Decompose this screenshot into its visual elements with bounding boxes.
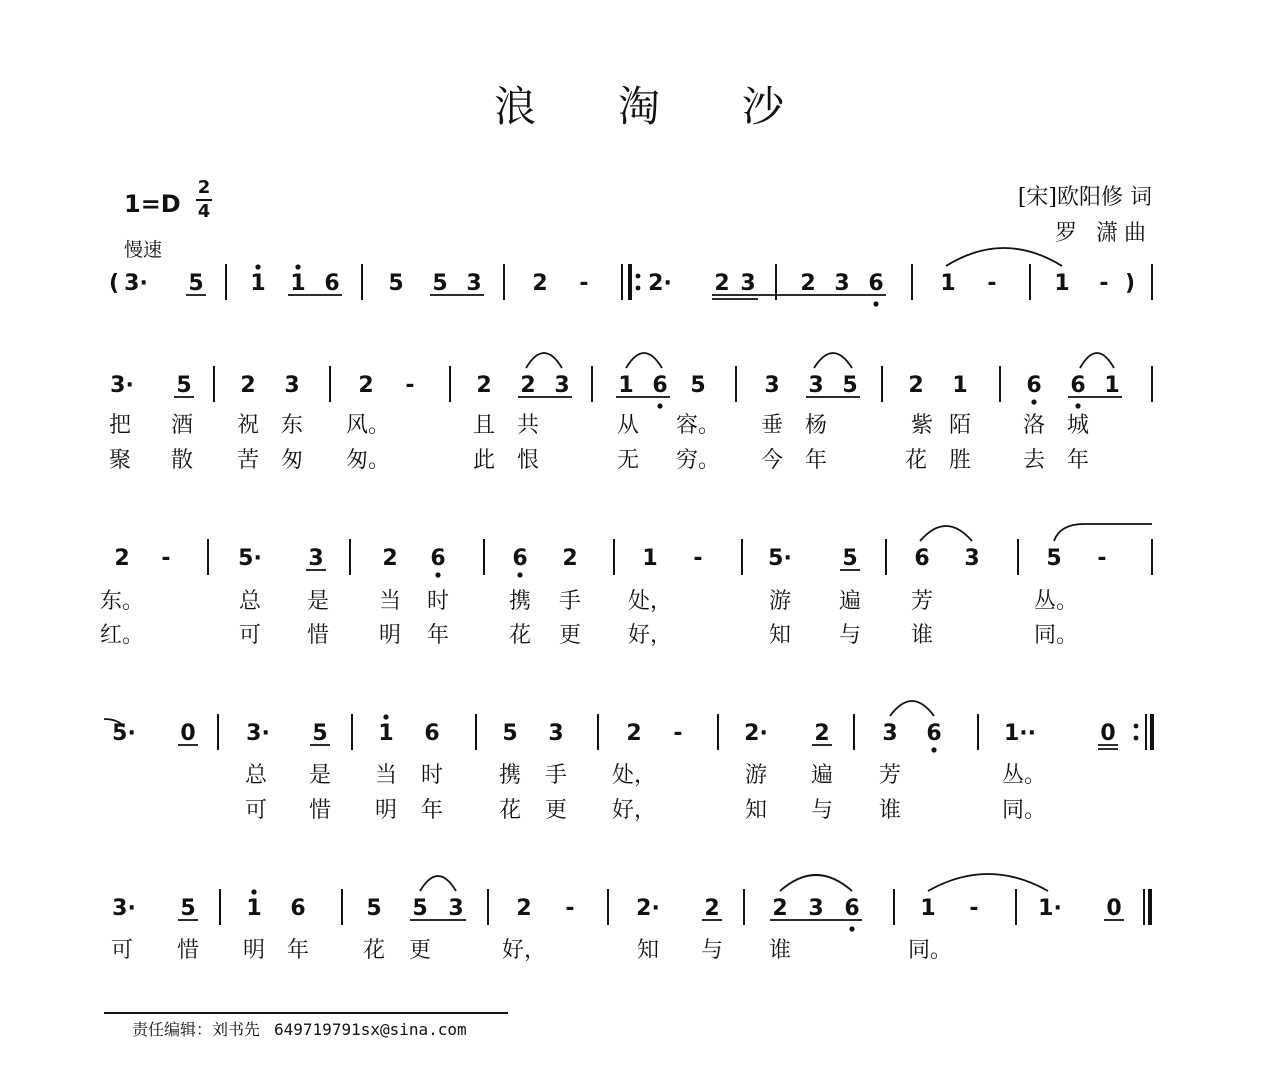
note: 6 <box>290 896 306 921</box>
paren: ) <box>1124 271 1136 296</box>
note: 1 <box>618 373 634 398</box>
lyric-char: 同。 <box>907 938 953 963</box>
editor-email: 649719791sx@sina.com <box>274 1020 467 1039</box>
lyric-char: 可 <box>110 938 134 963</box>
note: 3 <box>308 546 324 571</box>
lyric-char: 遍 <box>810 763 834 788</box>
note: 1 <box>290 271 306 296</box>
lyric-char: 风。 <box>345 413 391 438</box>
note: 5 <box>842 546 858 571</box>
note: 6 <box>324 271 340 296</box>
lyric-char: 杨 <box>804 413 828 438</box>
lyric-char: 年 <box>426 623 450 648</box>
octave-dot-low <box>517 572 522 577</box>
note: 1 <box>1054 271 1070 296</box>
slur <box>928 874 1048 891</box>
octave-dot-low <box>873 301 878 306</box>
note: 1 <box>378 721 394 746</box>
note: 2 <box>704 896 720 921</box>
octave-dot-high <box>255 264 260 269</box>
note: 0 <box>1106 896 1122 921</box>
slur <box>946 248 1062 266</box>
note: 3· <box>112 896 136 921</box>
note: 3· <box>110 373 134 398</box>
lyric-char: 无 <box>616 448 640 473</box>
lyric-char: 匆。 <box>345 448 391 473</box>
note: 2 <box>814 721 830 746</box>
lyric-char: 谁 <box>910 623 934 648</box>
lyric-char: 游 <box>768 589 792 614</box>
repeat-dot <box>1134 724 1139 729</box>
lyric-char: 明 <box>242 938 266 963</box>
note: 2 <box>520 373 536 398</box>
note: 5· <box>768 546 792 571</box>
octave-dot-low <box>931 747 936 752</box>
lyric-char: 花 <box>508 623 532 648</box>
note: 5 <box>432 271 448 296</box>
lyric-char: 红。 <box>99 623 145 648</box>
lyric-char: 明 <box>374 798 398 823</box>
lyric-char: 花 <box>498 798 522 823</box>
lyric-char: 同。 <box>1001 798 1047 823</box>
lyric-char: 手 <box>558 589 582 614</box>
note: 3 <box>764 373 780 398</box>
lyric-char: 总 <box>244 763 268 788</box>
note: 6 <box>1070 373 1086 398</box>
note: 1 <box>1104 373 1120 398</box>
note: 2 <box>800 271 816 296</box>
key-signature: 1=D <box>124 190 181 218</box>
lyric-char: 恨 <box>516 448 540 473</box>
note: 3 <box>284 373 300 398</box>
lyric-char: 芳 <box>878 763 902 788</box>
lyric-char: 且 <box>472 413 496 438</box>
note: 5· <box>238 546 262 571</box>
lyric-char: 与 <box>810 798 834 823</box>
lyric-char: 与 <box>838 623 862 648</box>
note: 6 <box>512 546 528 571</box>
lyric-char: 当 <box>374 763 398 788</box>
note: 2 <box>626 721 642 746</box>
lyric-char: 苦 <box>236 448 260 473</box>
meter-bottom: 4 <box>197 201 211 222</box>
slur <box>920 526 972 541</box>
octave-dot-high <box>295 264 300 269</box>
lyric-char: 更 <box>544 798 568 823</box>
lyric-char: 游 <box>744 763 768 788</box>
lyric-char: 共 <box>516 413 540 438</box>
dash: - <box>161 546 171 571</box>
note: 3 <box>882 721 898 746</box>
lyric-char: 穷。 <box>675 448 721 473</box>
note: 5 <box>502 721 518 746</box>
lyric-char: 惜 <box>176 938 200 963</box>
paren: ( <box>108 271 120 296</box>
note: 3 <box>808 896 824 921</box>
lyric-char: 好， <box>501 938 547 963</box>
lyric-char: 年 <box>804 448 828 473</box>
lyric-char: 垂 <box>760 413 784 438</box>
note: 1 <box>920 896 936 921</box>
note: 2· <box>744 721 768 746</box>
octave-dot-low <box>1075 403 1080 408</box>
composer-credit: 罗 潇曲 <box>1055 221 1152 246</box>
note: 5 <box>312 721 328 746</box>
note: 5 <box>690 373 706 398</box>
lyric-char: 与 <box>700 938 724 963</box>
lyric-char: 胜 <box>948 448 972 473</box>
lyric-char: 城 <box>1066 413 1090 438</box>
dash: - <box>987 271 997 296</box>
editor-credit: 责任编辑：刘书先 <box>132 1020 261 1039</box>
lyric-char: 谁 <box>878 798 902 823</box>
lyric-char: 花 <box>904 448 928 473</box>
note: 1 <box>952 373 968 398</box>
lyric-char: 时 <box>426 589 450 614</box>
lyric-char: 携 <box>498 763 522 788</box>
note: 3· <box>246 721 270 746</box>
note: 2 <box>772 896 788 921</box>
title-char-1: 浪 <box>493 82 538 131</box>
lyric-char: 祝 <box>236 413 260 438</box>
note: 6 <box>926 721 942 746</box>
lyricist-credit: [宋]欧阳修 词 <box>1017 185 1152 210</box>
lyric-char: 处， <box>611 763 657 788</box>
footer <box>132 1017 467 1040</box>
note: 2 <box>532 271 548 296</box>
note: 5 <box>1046 546 1062 571</box>
lyric-char: 知 <box>768 623 792 648</box>
lyric-char: 年 <box>286 938 310 963</box>
lyric-char: 花 <box>362 938 386 963</box>
note: 5· <box>112 721 136 746</box>
lyric-char: 陌 <box>948 413 972 438</box>
repeat-dot <box>636 286 641 291</box>
lyric-char: 年 <box>1066 448 1090 473</box>
lyric-char: 谁 <box>768 938 792 963</box>
note: 2 <box>516 896 532 921</box>
lyric-char: 此 <box>472 448 496 473</box>
lyric-char: 可 <box>244 798 268 823</box>
lyric-char: 丛。 <box>1033 589 1079 614</box>
lyric-char: 遍 <box>838 589 862 614</box>
note: 1· <box>1038 896 1062 921</box>
note: 2 <box>562 546 578 571</box>
lyric-char: 好， <box>611 798 657 823</box>
note: 0 <box>180 721 196 746</box>
lyric-char: 处， <box>627 589 673 614</box>
lyric-char: 是 <box>308 763 332 788</box>
lyric-char: 芳 <box>910 589 934 614</box>
note: 5 <box>180 896 196 921</box>
octave-dot-low <box>435 572 440 577</box>
note: 3 <box>964 546 980 571</box>
note: 6 <box>844 896 860 921</box>
dash: - <box>565 896 575 921</box>
note: 3 <box>740 271 756 296</box>
note: 3· <box>124 271 148 296</box>
lyric-char: 知 <box>744 798 768 823</box>
slur <box>1080 353 1114 368</box>
note: 6 <box>868 271 884 296</box>
octave-dot-low <box>849 926 854 931</box>
repeat-dot <box>636 274 641 279</box>
dash: - <box>1099 271 1109 296</box>
note: 3 <box>448 896 464 921</box>
note: 3 <box>548 721 564 746</box>
lyric-char: 更 <box>408 938 432 963</box>
lyric-char: 知 <box>636 938 660 963</box>
title-char-3: 沙 <box>742 82 787 131</box>
note: 2 <box>714 271 730 296</box>
note: 2 <box>476 373 492 398</box>
note: 6 <box>424 721 440 746</box>
octave-dot-low <box>657 403 662 408</box>
lyric-char: 手 <box>544 763 568 788</box>
lyric-char: 聚 <box>108 448 132 473</box>
lyric-char: 丛。 <box>1001 763 1047 788</box>
dash: - <box>969 896 979 921</box>
note: 2· <box>636 896 660 921</box>
slur <box>780 875 852 891</box>
note: 2· <box>648 271 672 296</box>
dash: - <box>693 546 703 571</box>
lyric-char: 洛 <box>1022 413 1046 438</box>
octave-dot-high <box>251 889 256 894</box>
note: 1 <box>250 271 266 296</box>
lyric-char: 时 <box>420 763 444 788</box>
lyric-char: 把 <box>108 413 132 438</box>
lyric-char: 惜 <box>306 623 330 648</box>
title-char-2: 淘 <box>617 82 662 131</box>
note: 3 <box>808 373 824 398</box>
octave-dot-high <box>383 714 388 719</box>
lyric-char: 东 <box>280 413 304 438</box>
dash: - <box>405 373 415 398</box>
slur <box>1054 524 1152 541</box>
lyric-char: 匆 <box>280 448 304 473</box>
repeat-dot <box>1134 736 1139 741</box>
lyric-char: 同。 <box>1033 623 1079 648</box>
note: 2 <box>114 546 130 571</box>
lyric-char: 今 <box>760 448 784 473</box>
lyric-char: 明 <box>378 623 402 648</box>
note: 1 <box>246 896 262 921</box>
lyric-char: 从 <box>616 413 640 438</box>
slur <box>626 353 662 368</box>
tempo-marking: 慢速 <box>124 239 163 261</box>
note: 6 <box>430 546 446 571</box>
note: 6 <box>1026 373 1042 398</box>
lyric-char: 总 <box>238 589 262 614</box>
slur <box>526 353 562 368</box>
slur <box>814 353 852 368</box>
footer-rule <box>104 1012 508 1014</box>
lyric-char: 酒 <box>170 413 194 438</box>
note: 5 <box>176 373 192 398</box>
lyric-char: 容。 <box>675 413 721 438</box>
lyric-char: 东。 <box>99 589 145 614</box>
lyric-char: 紫 <box>910 413 934 438</box>
note: 2 <box>240 373 256 398</box>
dash: - <box>1097 546 1107 571</box>
lyric-char: 是 <box>306 589 330 614</box>
slur <box>890 701 934 716</box>
note: 3 <box>834 271 850 296</box>
lyric-char: 好， <box>627 623 673 648</box>
note: 1·· <box>1003 721 1037 746</box>
lyric-char: 散 <box>170 448 194 473</box>
note: 1 <box>642 546 658 571</box>
meter-top: 2 <box>197 177 211 198</box>
note: 6 <box>652 373 668 398</box>
note: 2 <box>908 373 924 398</box>
note: 5 <box>842 373 858 398</box>
note: 6 <box>914 546 930 571</box>
slur <box>420 876 456 891</box>
lyric-char: 惜 <box>308 798 332 823</box>
dash: - <box>579 271 589 296</box>
octave-dot-low <box>1031 399 1036 404</box>
note: 1 <box>940 271 956 296</box>
lyric-char: 可 <box>238 623 262 648</box>
note: 3 <box>554 373 570 398</box>
lyric-char: 当 <box>378 589 402 614</box>
lyric-char: 去 <box>1022 448 1046 473</box>
lyric-char: 年 <box>420 798 444 823</box>
note: 0 <box>1100 721 1116 746</box>
lyric-char: 携 <box>508 589 532 614</box>
lyric-char: 更 <box>558 623 582 648</box>
note: 2 <box>358 373 374 398</box>
note: 5 <box>188 271 204 296</box>
note: 5 <box>388 271 404 296</box>
note: 5 <box>412 896 428 921</box>
note: 3 <box>466 271 482 296</box>
note: 5 <box>366 896 382 921</box>
note: 2 <box>382 546 398 571</box>
dash: - <box>673 721 683 746</box>
